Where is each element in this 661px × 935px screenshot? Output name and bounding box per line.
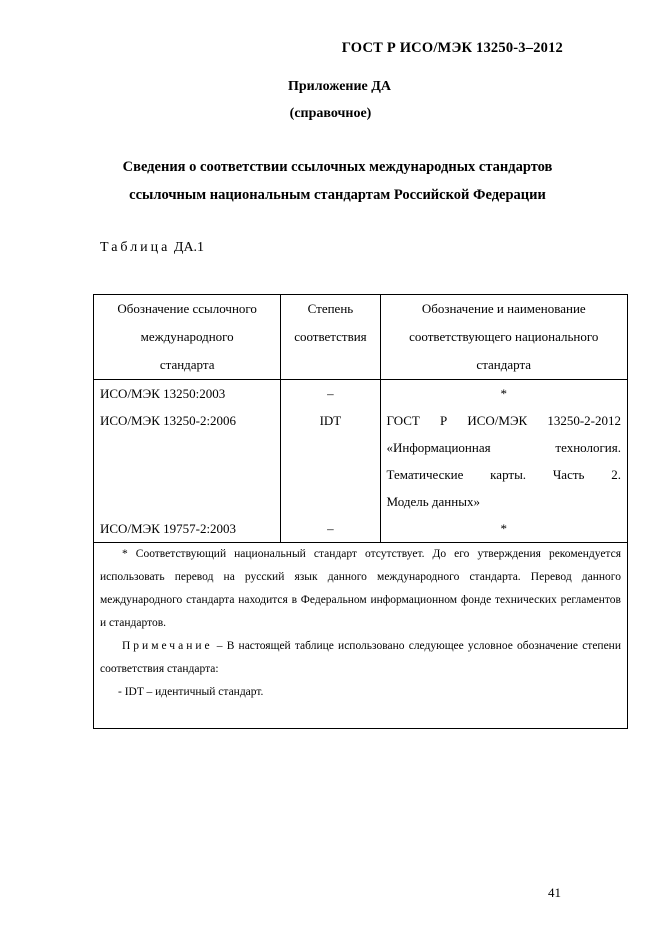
header-line: Степень — [307, 301, 354, 316]
page-number: 41 — [548, 885, 561, 900]
footnote-text: * Соответствующий национальный стандарт отсутствует. До его утверждения рекомендуется использовать перевод на русский язык данного международного стандарта. Перевод данного международного стандарта находится в Федеральном информационном фонде технических регламентов и стандартов. — [100, 548, 621, 629]
cell-degree: IDT — [281, 407, 380, 515]
header-line: международного — [140, 329, 234, 344]
header-line: Обозначение и наименование — [421, 301, 586, 316]
note-paragraph — [100, 635, 621, 681]
national-standard-line: Модель данных» — [386, 494, 480, 509]
header-line: стандарта — [159, 357, 215, 372]
table-row — [94, 380, 628, 408]
table-header-row — [94, 295, 628, 380]
table-row — [94, 515, 628, 543]
cell-degree: – — [281, 380, 380, 408]
section-heading-line-2: ссылочным национальным стандартам Российской Федерации — [129, 187, 546, 203]
header-line: стандарта — [476, 357, 532, 372]
national-standard-line: «Информационная технология. — [386, 440, 621, 455]
cell-degree: – — [281, 515, 380, 543]
national-standard-line: Тематические карты. Часть 2. — [386, 467, 621, 482]
header-line: соответствия — [294, 329, 367, 344]
table-caption — [100, 240, 204, 256]
document-code-header: ГОСТ Р ИСО/МЭК 13250-3–2012 — [341, 40, 563, 56]
table-caption-word: Таблица — [100, 240, 171, 255]
header-ref-standard — [94, 295, 281, 380]
cell-ref-standard: ИСО/МЭК 13250-2:2006 — [94, 407, 281, 515]
table-caption-number: ДА.1 — [173, 240, 205, 255]
table-notes-row — [94, 543, 628, 729]
cell-national-standard — [380, 407, 627, 515]
note-item: - IDT – идентичный стандарт. — [118, 686, 264, 698]
section-heading-line-1: Сведения о соответствии ссылочных международных стандартов — [122, 159, 553, 175]
header-degree — [281, 295, 380, 380]
national-standard-line: ГОСТ Р ИСО/МЭК 13250-2-2012 — [386, 413, 621, 428]
standards-correspondence-table — [93, 294, 628, 729]
note-label: Примечание — [122, 640, 213, 652]
cell-ref-standard: ИСО/МЭК 13250:2003 — [94, 380, 281, 408]
header-line: соответствующего национального — [409, 329, 599, 344]
annex-subtitle: (справочное) — [289, 106, 372, 121]
header-national-standard — [380, 295, 627, 380]
table-notes — [94, 543, 628, 729]
cell-ref-standard: ИСО/МЭК 19757-2:2003 — [94, 515, 281, 543]
header-line: Обозначение ссылочного — [117, 301, 257, 316]
cell-national-standard: * — [380, 380, 627, 408]
table-row — [94, 407, 628, 515]
annex-title: Приложение ДА — [287, 79, 392, 94]
cell-national-standard: * — [380, 515, 627, 543]
note-text: – В настоящей таблице использовано следующее условное обозначение степени соответствия стандарта: — [100, 640, 621, 675]
